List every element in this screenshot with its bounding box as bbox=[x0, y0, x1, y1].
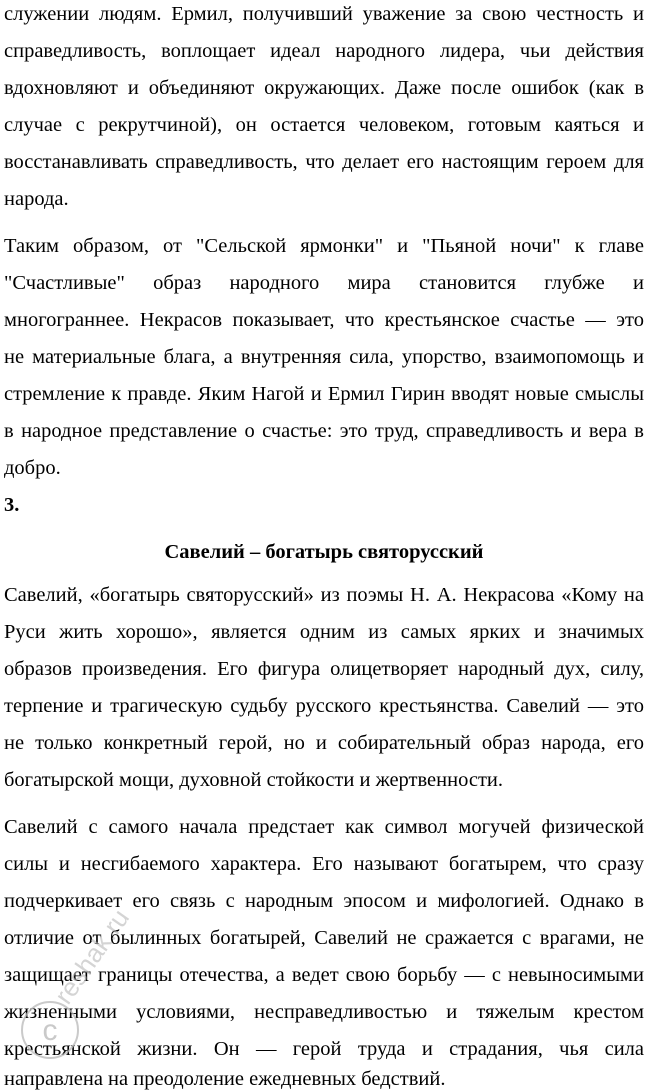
paragraph-3-line-4: терпение и трагическую судьбу русского крестьянства. Савелий — это bbox=[4, 695, 644, 717]
paragraph-1-line-2: справедливость, воплощает идеал народного лидера, чьи действия bbox=[4, 40, 644, 62]
paragraph-4-line-6: жизненными условиями, несправедливостью и тяжелым крестом bbox=[4, 1001, 644, 1023]
paragraph-2-line-5: стремление к правде. Яким Нагой и Ермил Гирин вводят новые смыслы bbox=[4, 383, 644, 405]
paragraph-4-line-3: подчеркивает его связь с народным эпосом и мифологией. Однако в bbox=[4, 890, 644, 912]
section-number: 3. bbox=[4, 494, 20, 516]
paragraph-2-line-7: добро. bbox=[4, 457, 61, 479]
paragraph-4-line-4: отличие от былинных богатырей, Савелий не сражается с врагами, не bbox=[4, 927, 644, 949]
paragraph-2-line-4: не материальные блага, а внутренняя сила, упорство, взаимопомощь и bbox=[4, 346, 644, 368]
paragraph-1-line-6: народа. bbox=[4, 188, 69, 210]
paragraph-4-line-1: Савелий с самого начала предстает как символ могучей физической bbox=[4, 816, 644, 838]
paragraph-3-line-6: богатырской мощи, духовной стойкости и жертвенности. bbox=[4, 769, 504, 791]
watermark-copyright-letter: c bbox=[42, 1014, 58, 1047]
paragraph-4-line-7: крестьянской жизни. Он — герой труда и страдания, чья сила bbox=[4, 1038, 644, 1060]
paragraph-3-line-5: не только конкретный герой, но и собирательный образ народа, его bbox=[4, 732, 644, 754]
paragraph-2-line-2: "Счастливые" образ народного мира становится глубже и bbox=[4, 272, 644, 294]
paragraph-1-line-1: служении людям. Ермил, получивший уважение за свою честность и bbox=[4, 3, 644, 25]
paragraph-1-line-5: восстанавливать справедливость, что делает его настоящим героем для bbox=[4, 151, 644, 173]
paragraph-1-line-3: вдохновляют и объединяют окружающих. Даже после ошибок (как в bbox=[4, 77, 644, 99]
paragraph-4-line-2: силы и несгибаемого характера. Его называют богатырем, что сразу bbox=[4, 853, 644, 875]
paragraph-3-line-2: Руси жить хорошо», является одним из самых ярких и значимых bbox=[4, 621, 644, 643]
paragraph-3-line-3: образов произведения. Его фигура олицетворяет народный дух, силу, bbox=[4, 658, 644, 680]
paragraph-2-line-1: Таким образом, от "Сельской ярмонки" и "Пьяной ночи" к главе bbox=[4, 235, 644, 257]
paragraph-1-line-4: случае с рекрутчиной), он остается человеком, готовым каяться и bbox=[4, 114, 644, 136]
paragraph-4-line-8: направлена на преодоление ежедневных бедствий. bbox=[4, 1068, 446, 1090]
paragraph-2-line-3: многограннее. Некрасов показывает, что крестьянское счастье — это bbox=[4, 309, 644, 331]
section-title: Савелий – богатырь святорусский bbox=[164, 541, 484, 563]
paragraph-2-line-6: в народное представление о счастье: это труд, справедливость и вера в bbox=[4, 420, 644, 442]
watermark-text: reshak.ru bbox=[48, 903, 136, 1010]
paragraph-4-line-5: защищает границы отечества, а ведет свою борьбу — с невыносимыми bbox=[4, 964, 644, 986]
paragraph-3-line-1: Савелий, «богатырь святорусский» из поэмы Н. А. Некрасова «Кому на bbox=[4, 584, 644, 606]
